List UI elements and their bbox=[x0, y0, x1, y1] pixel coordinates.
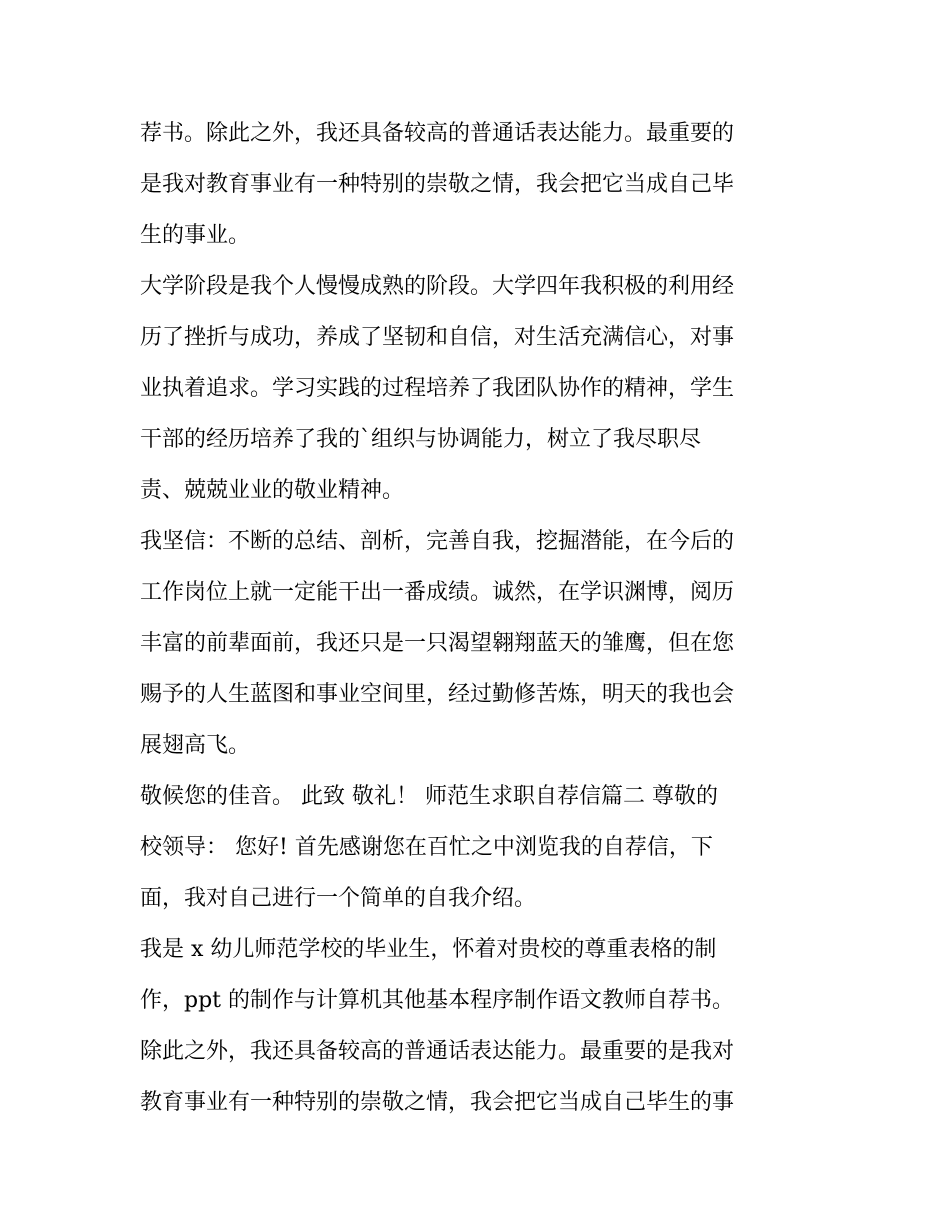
text-line-9: 我坚信：不断的总结、剖析，完善自我，挖掘潜能，在今后的 bbox=[140, 529, 735, 554]
text-line-18: 作，ppt 的制作与计算机其他基本程序制作语文教师自荐书。 bbox=[140, 988, 735, 1013]
text-line-20: 教育事业有一种特别的崇敬之情，我会把它当成自己毕生的事 bbox=[140, 1090, 735, 1115]
text-line-1: 荐书。除此之外，我还具备较高的普通话表达能力。最重要的 bbox=[140, 121, 735, 146]
text-line-17: 我是 x 幼儿师范学校的毕业生，怀着对贵校的尊重表格的制 bbox=[140, 937, 717, 962]
text-line-16: 面，我对自己进行一个简单的自我介绍。 bbox=[140, 886, 537, 911]
text-line-14: 敬候您的佳音。 此致 敬礼！ 师范生求职自荐信篇二 尊敬的 bbox=[140, 784, 718, 809]
document-body bbox=[140, 108, 820, 1128]
text-line-7: 干部的经历培养了我的`组织与协调能力，树立了我尽职尽 bbox=[140, 427, 702, 452]
text-line-3: 生的事业。 bbox=[140, 223, 251, 248]
text-line-8: 责、兢兢业业的敬业精神。 bbox=[140, 478, 405, 503]
text-line-5: 历了挫折与成功，养成了坚韧和自信，对生活充满信心，对事 bbox=[140, 325, 735, 350]
text-line-10: 工作岗位上就一定能干出一番成绩。诚然，在学识渊博，阅历 bbox=[140, 580, 735, 605]
text-line-15: 校领导： 您好! 首先感谢您在百忙之中浏览我的自荐信，下 bbox=[140, 835, 713, 860]
text-line-12: 赐予的人生蓝图和事业空间里，经过勤修苦炼，明天的我也会 bbox=[140, 682, 735, 707]
text-line-4: 大学阶段是我个人慢慢成熟的阶段。大学四年我积极的利用经 bbox=[140, 274, 735, 299]
text-line-6: 业执着追求。学习实践的过程培养了我团队协作的精神，学生 bbox=[140, 376, 735, 401]
text-line-19: 除此之外，我还具备较高的普通话表达能力。最重要的是我对 bbox=[140, 1039, 735, 1064]
text-line-2: 是我对教育事业有一种特别的崇敬之情，我会把它当成自己毕 bbox=[140, 172, 735, 197]
text-line-11: 丰富的前辈面前，我还只是一只渴望翱翔蓝天的雏鹰，但在您 bbox=[140, 631, 735, 656]
text-line-13: 展翅高飞。 bbox=[140, 733, 251, 758]
